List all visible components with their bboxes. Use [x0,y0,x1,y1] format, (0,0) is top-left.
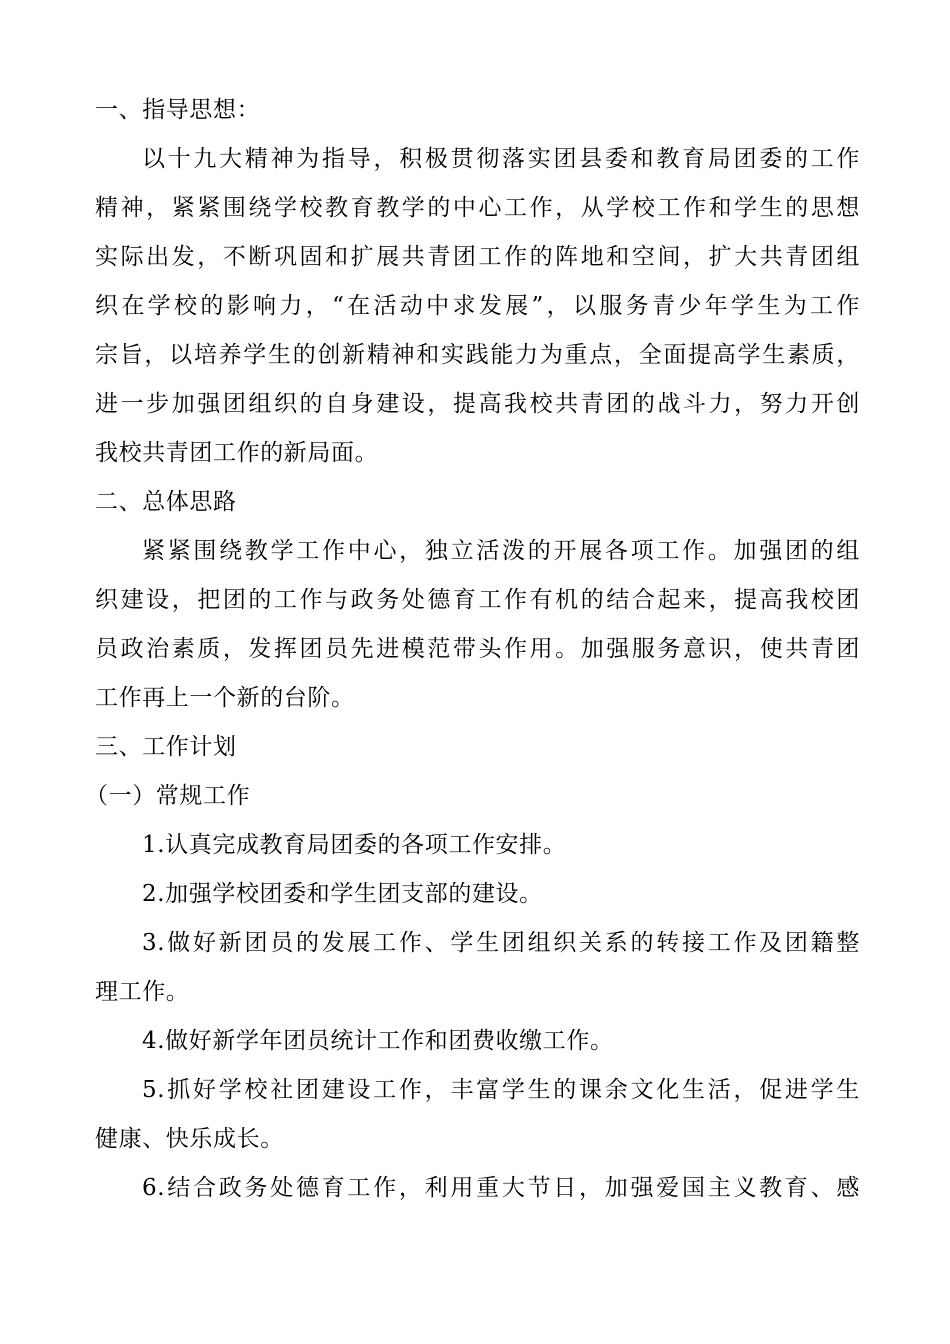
list-item-4: 4.做好新学年团员统计工作和团费收缴工作。 [142,1028,614,1054]
section-2-line-4: 工作再上一个新的台阶。 [95,685,355,711]
section-2-line-3: 员政治素质，发挥团员先进模范带头作用。加强服务意识，使共青团 [95,636,860,662]
section-3-sub-heading: （一）常规工作 [85,783,251,809]
section-1-line-6: 进一步加强团组织的自身建设，提高我校共青团的战斗力，努力开创 [95,391,860,417]
section-1-line-2: 精神，紧紧围绕学校教育教学的中心工作，从学校工作和学生的思想 [95,195,860,221]
list-item-5-line-1: 5.抓好学校社团建设工作，丰富学生的课余文化生活，促进学生 [142,1077,860,1103]
section-1-line-7: 我校共青团工作的新局面。 [95,440,379,466]
list-item-6-line-1: 6.结合政务处德育工作，利用重大节日，加强爱国主义教育、感 [142,1175,860,1201]
section-3-heading: 三、工作计划 [95,734,237,760]
section-1-line-4: 织在学校的影响力，“在活动中求发展”，以服务青少年学生为工作 [95,293,860,319]
section-1-line-1: 以十九大精神为指导，积极贯彻落实团县委和教育局团委的工作 [142,146,860,172]
list-item-1: 1.认真完成教育局团委的各项工作安排。 [142,832,567,858]
list-item-3-line-1: 3.做好新团员的发展工作、学生团组织关系的转接工作及团籍整 [142,930,860,956]
document-page [85,86,860,1213]
list-item-3-line-2: 理工作。 [95,979,190,1005]
section-1-heading: 一、指导思想： [95,97,261,123]
section-1-line-5: 宗旨，以培养学生的创新精神和实践能力为重点，全面提高学生素质， [95,342,860,368]
section-2-heading: 二、总体思路 [95,489,237,515]
section-1-line-3: 实际出发，不断巩固和扩展共青团工作的阵地和空间，扩大共青团组 [95,244,860,270]
list-item-2: 2.加强学校团委和学生团支部的建设。 [142,881,543,907]
section-2-line-2: 织建设，把团的工作与政务处德育工作有机的结合起来，提高我校团 [95,587,860,613]
list-item-5-line-2: 健康、快乐成长。 [95,1126,284,1152]
section-2-line-1: 紧紧围绕教学工作中心，独立活泼的开展各项工作。加强团的组 [142,538,860,564]
